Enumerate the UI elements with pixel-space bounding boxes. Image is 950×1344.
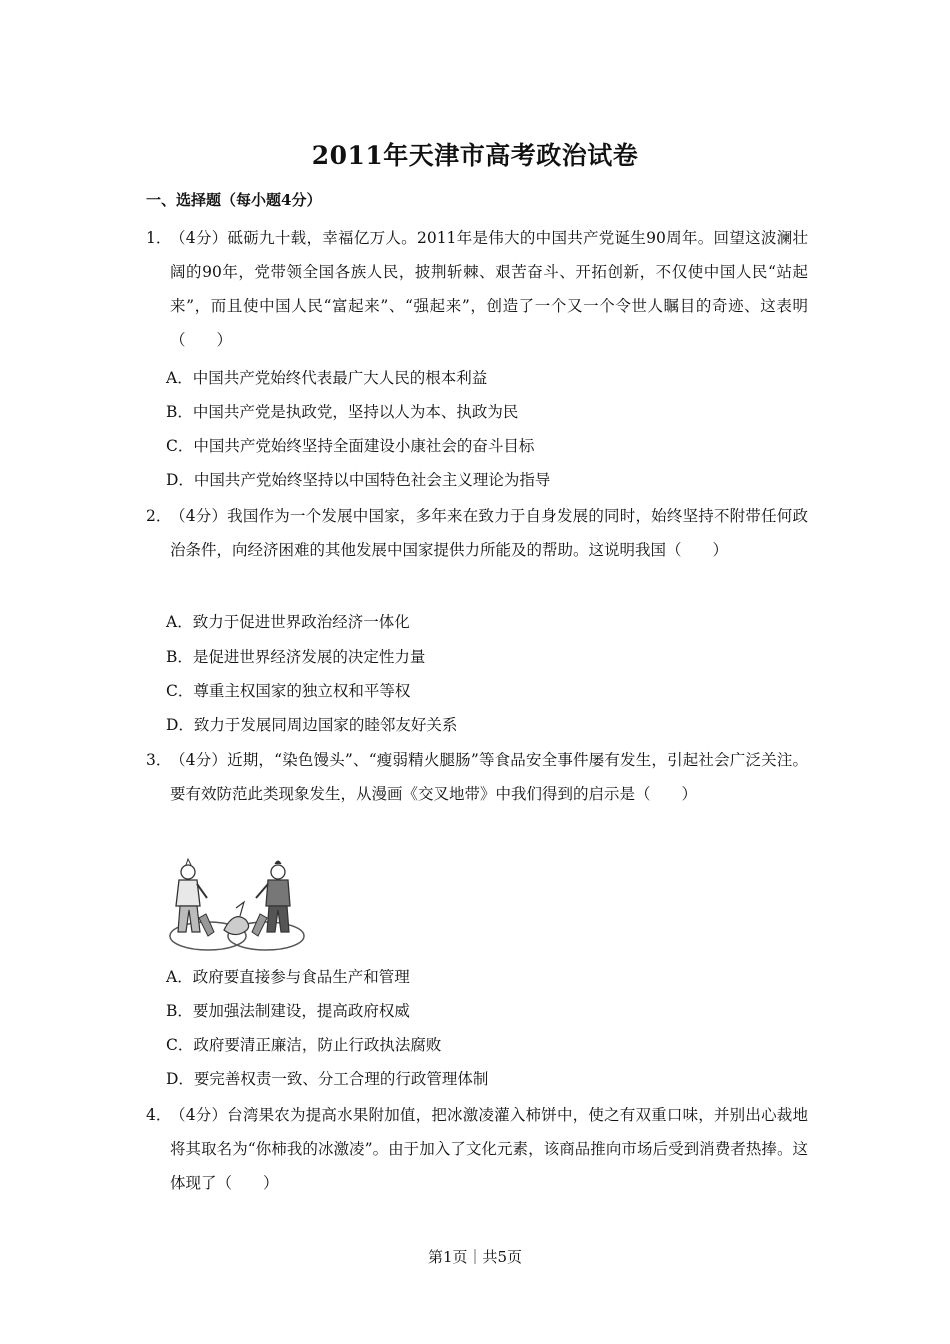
option-a: A．政府要直接参与食品生产和管理 [166, 968, 410, 986]
option-c: C．政府要清正廉洁，防止行政执法腐败 [166, 1036, 442, 1054]
question-number: 3． [146, 751, 172, 769]
question-stem: （4分）台湾果农为提高水果附加值，把冰激凌灌入柿饼中，使之有双重口味，并别出心裁地将其取名为“你柿我的冰激凌”。由于加入了文化元素，该商品推向市场后受到消费者热捧。这体现了（ ） [170, 1106, 808, 1192]
option-d: D．要完善权责一致、分工合理的行政管理体制 [166, 1070, 489, 1088]
option-b: B．中国共产党是执政党，坚持以人为本、执政为民 [166, 403, 519, 421]
option-d: D．中国共产党始终坚持以中国特色社会主义理论为指导 [166, 471, 551, 489]
question-1 [146, 221, 808, 357]
option-a: A．中国共产党始终代表最广大人民的根本利益 [166, 369, 488, 387]
question-2 [146, 499, 808, 567]
cartoon-illustration [166, 856, 308, 956]
option-d: D．致力于发展同周边国家的睦邻友好关系 [166, 716, 458, 734]
option-b: B．要加强法制建设，提高政府权威 [166, 1002, 410, 1020]
question-stem: （4分）我国作为一个发展中国家，多年来在致力于自身发展的同时，始终坚持不附带任何政治条件，向经济困难的其他发展中国家提供力所能及的帮助。这说明我国（ ） [170, 507, 808, 559]
page-title: 2011年天津市高考政治试卷 [311, 141, 639, 170]
section-heading: 一、选择题（每小题4分） [146, 191, 322, 209]
question-stem: （4分）近期，“染色馒头”、“瘦弱精火腿肠”等食品安全事件屡有发生，引起社会广泛关注。要有效防范此类现象发生，从漫画《交叉地带》中我们得到的启示是（ ） [170, 751, 808, 803]
question-4 [146, 1098, 808, 1200]
question-number: 1． [146, 229, 172, 247]
option-b: B．是促进世界经济发展的决定性力量 [166, 648, 426, 666]
question-number: 2． [146, 507, 172, 525]
option-a: A．致力于促进世界政治经济一体化 [166, 613, 410, 631]
option-c: C．中国共产党始终坚持全面建设小康社会的奋斗目标 [166, 437, 535, 455]
page-footer: 第1页｜共5页 [427, 1248, 523, 1266]
question-number: 4． [146, 1106, 172, 1124]
option-c: C．尊重主权国家的独立权和平等权 [166, 682, 411, 700]
question-stem: （4分）砥砺九十载，幸福亿万人。2011年是伟大的中国共产党诞生90周年。回望这波澜壮阔的90年，党带领全国各族人民，披荆斩棘、艰苦奋斗、开拓创新，不仅使中国人民“站起来”，而且使中国人民“富起来”、“强起来”，创造了一个又一个令世人瞩目的奇迹、这表明（ ） [170, 229, 808, 349]
question-3 [146, 743, 808, 811]
